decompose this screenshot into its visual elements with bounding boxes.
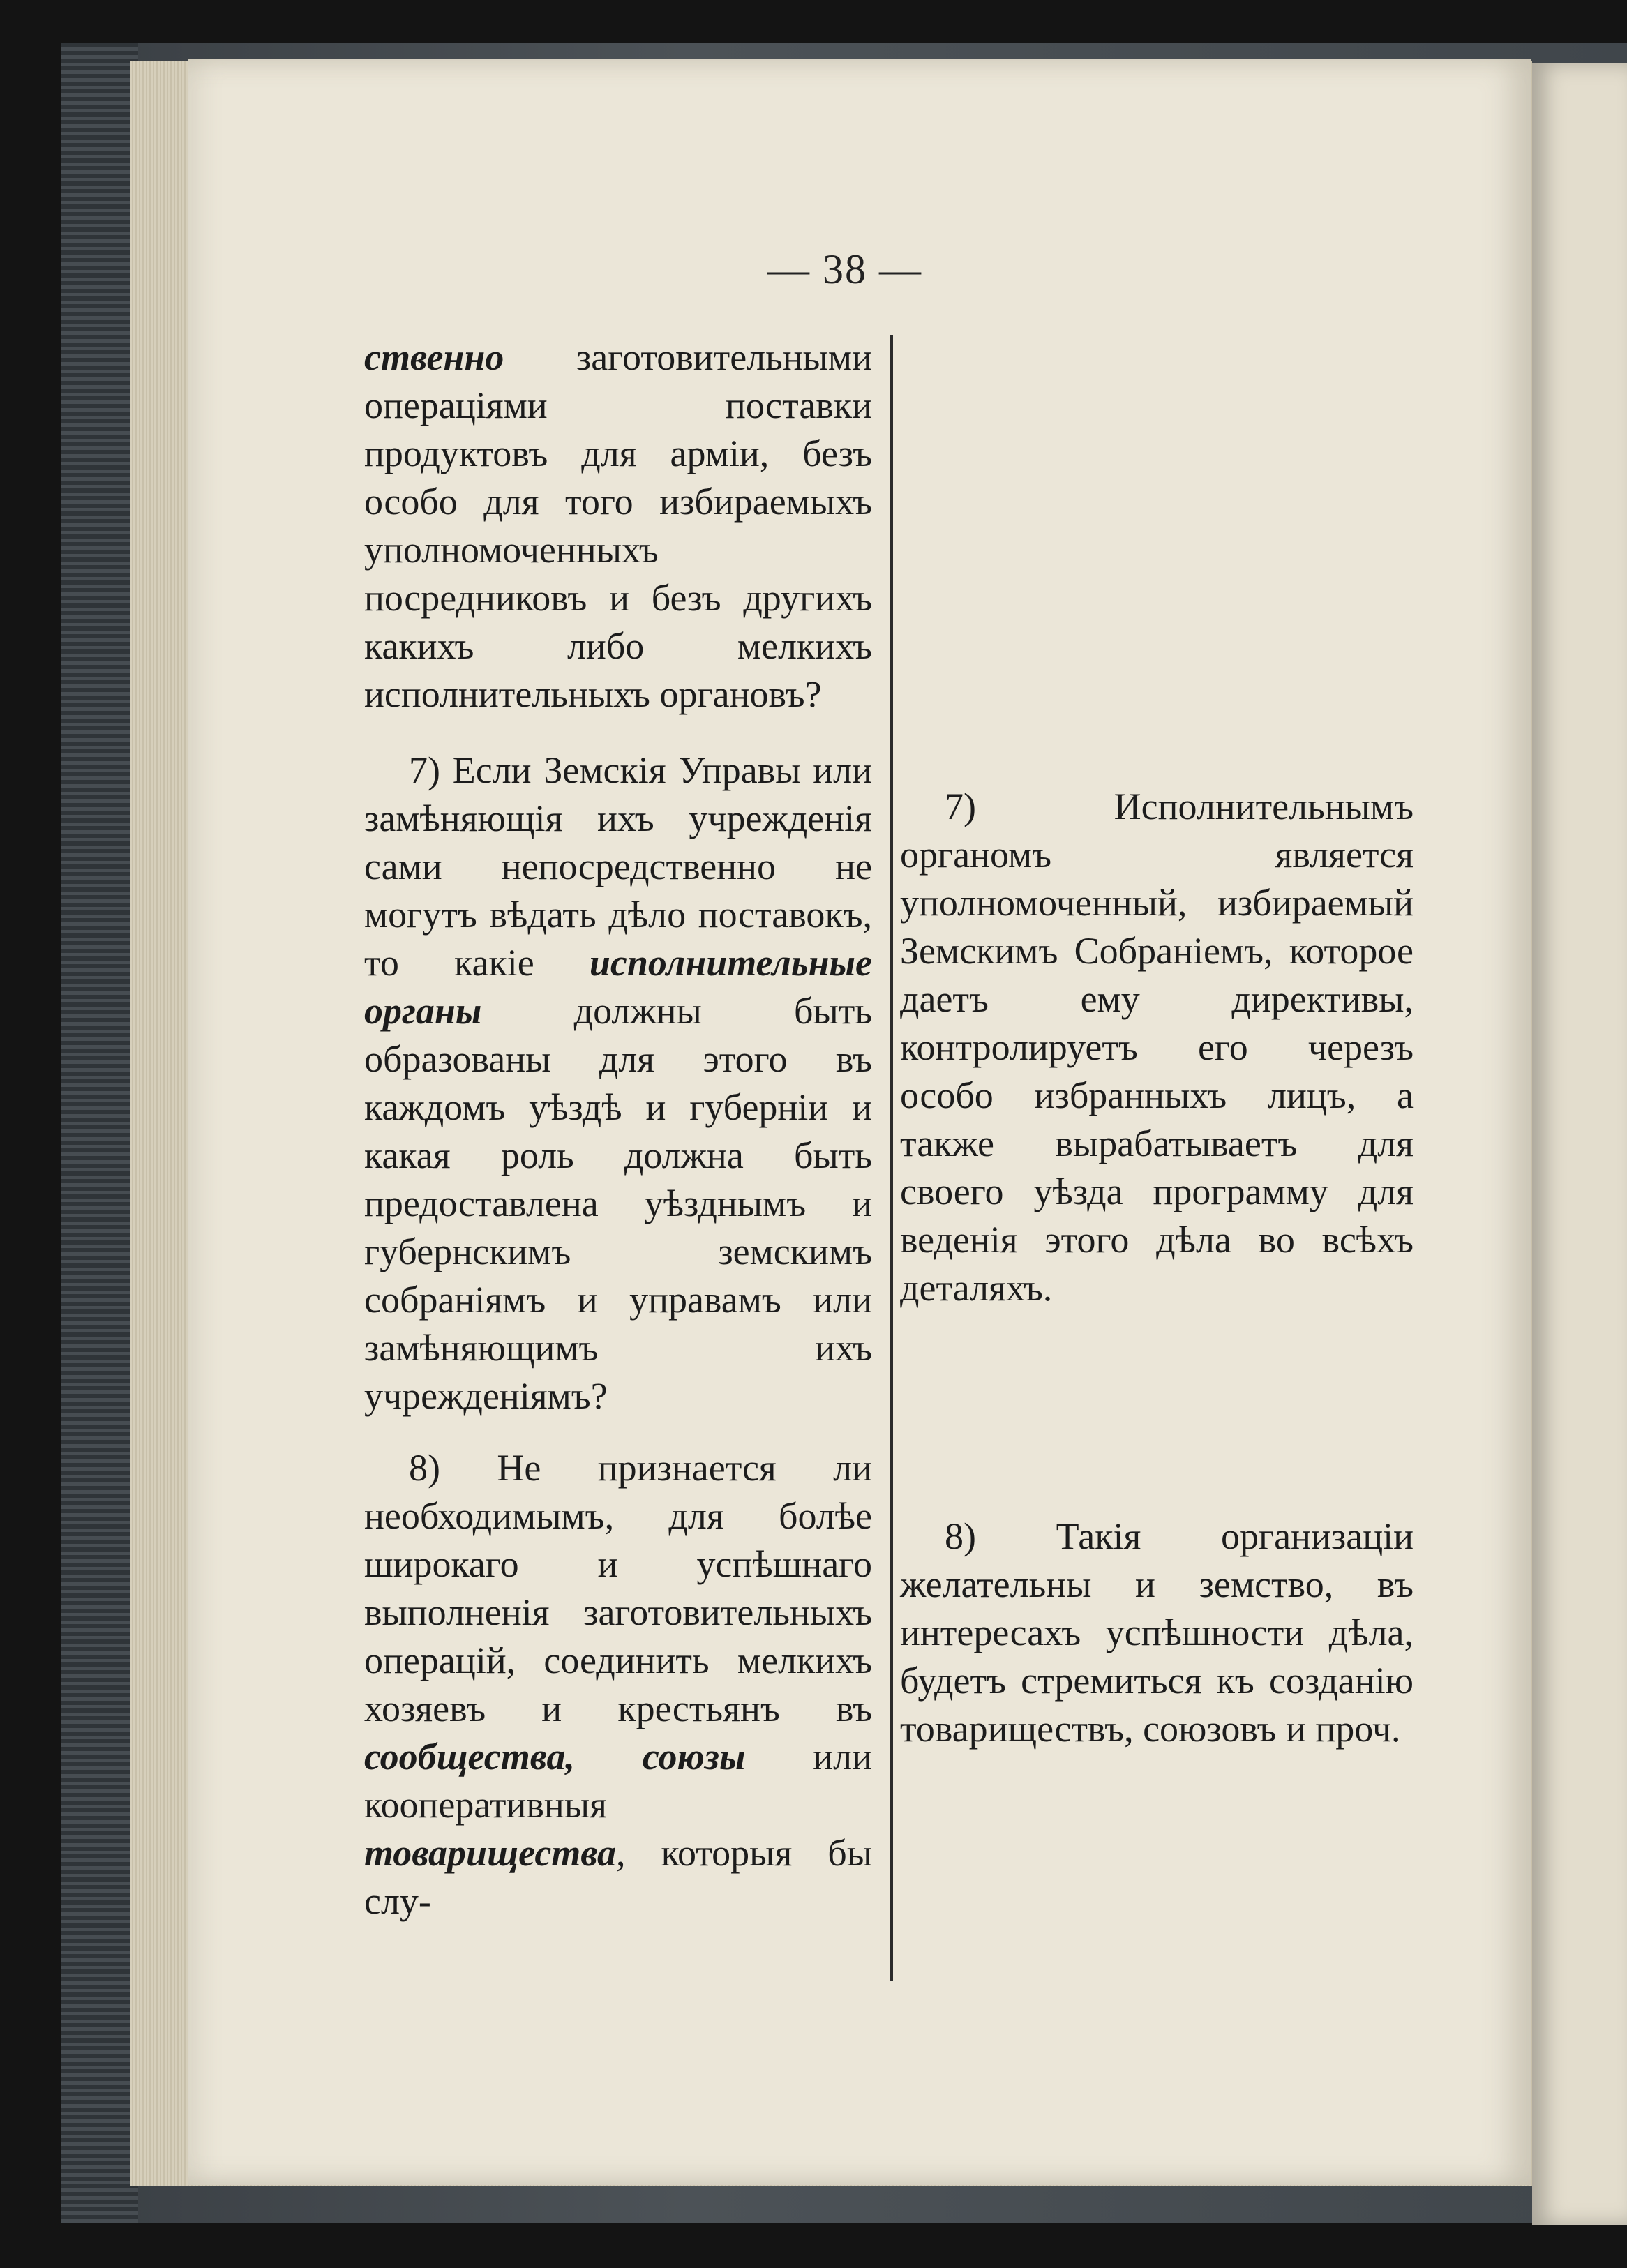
question-8 — [364, 1444, 872, 1925]
question-6-continuation — [364, 333, 872, 719]
paragraph-text: , которыя бы слу- — [364, 1832, 872, 1922]
left-column-questions — [364, 333, 872, 1925]
book-spine — [61, 43, 138, 2223]
facing-page-edge — [1532, 63, 1627, 2225]
italic-phrase: товарищества — [364, 1832, 617, 1874]
answer-8: 8) Такія организаціи желательны и земство, въ интересахъ успѣшности дѣла, будетъ стремиться къ созданію товариществъ, союзовъ и проч. — [900, 1515, 1414, 1750]
question-7 — [364, 746, 872, 1420]
column-divider — [890, 335, 893, 1981]
answer-8-block — [900, 1512, 1414, 1753]
answer-7-block — [900, 783, 1414, 1312]
page-number: — 38 — — [767, 246, 922, 292]
paragraph-text: должны быть образованы для этого въ каждомъ уѣздѣ и губерніи и какая роль должна быть предоставлена уѣзднымъ и губернскимъ земскимъ собраніямъ и управамъ или замѣняющимъ ихъ учрежденіямъ? — [364, 990, 872, 1417]
italic-word: ственно — [364, 336, 504, 378]
paragraph-text: или кооперативныя — [364, 1736, 872, 1826]
paragraph-text: 7) Если Земскія Управы или замѣняющія ихъ учрежденія сами непосредственно не могутъ вѣдать дѣло поставокъ, то какіе — [364, 749, 872, 984]
italic-phrase: исполнительные органы — [364, 942, 872, 1032]
paragraph-text: заготовительными операціями поставки продуктовъ для арміи, безъ особо для того избираемыхъ уполномоченныхъ посредниковъ и безъ другихъ какихъ либо мелкихъ исполнительныхъ органовъ? — [364, 336, 872, 715]
italic-phrase: сообщества, союзы — [364, 1736, 746, 1778]
answer-7: 7) Исполнительнымъ органомъ является уполномоченный, избираемый Земскимъ Собраніемъ, которое даетъ ему директивы, контролируетъ его черезъ особо избранныхъ лицъ, а также вырабатываетъ для своего уѣзда программу для веденія этого дѣла во всѣхъ деталяхъ. — [900, 786, 1414, 1309]
paragraph-text: 8) Не признается ли необходимымъ, для болѣе широкаго и успѣшнаго выполненія заготовительныхъ операцій, соединить мелкихъ хозяевъ и крестьянъ въ — [364, 1447, 872, 1729]
